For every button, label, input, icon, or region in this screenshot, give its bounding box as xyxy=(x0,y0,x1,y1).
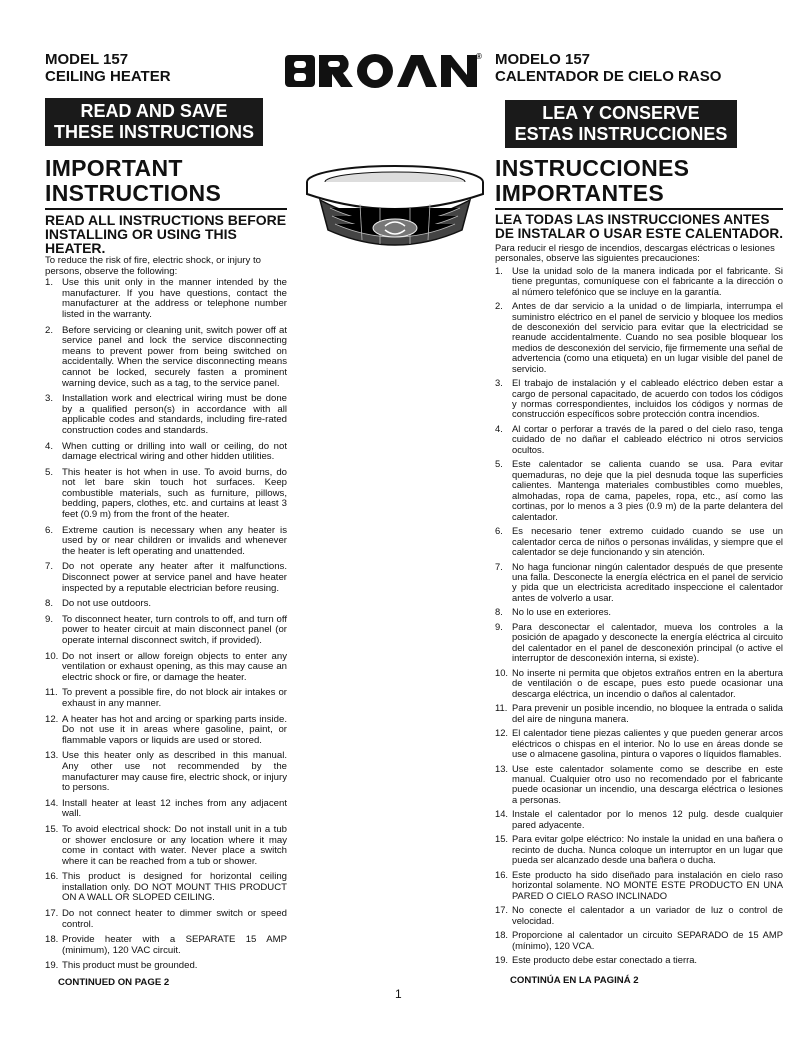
list-item xyxy=(45,442,287,463)
list-item xyxy=(495,668,783,699)
list-item-text: El calentador tiene piezas calientes y que pueden generar arcos eléctricos o chispas en el interior. No lo use en áreas donde se use o almacene gasolina, pintura o vapores o líquidos flamables. xyxy=(512,727,783,759)
read-save-banner-es: LEA Y CONSERVE ESTAS INSTRUCCIONES xyxy=(505,100,737,148)
list-item xyxy=(45,825,287,867)
list-item xyxy=(45,562,287,594)
list-item-number: 2. xyxy=(495,300,503,312)
list-item-text: A heater has hot and arcing or sparking parts inside. Do not use it in areas where gasoline, paint, or flammable vapors or liquids are used or stored. xyxy=(62,713,287,746)
list-item-text: Install heater at least 12 inches from any adjacent wall. xyxy=(62,797,287,820)
list-item xyxy=(45,599,287,610)
list-item xyxy=(45,652,287,684)
list-item-number: 9. xyxy=(495,620,503,632)
list-item-number: 15. xyxy=(45,823,59,835)
list-item xyxy=(45,799,287,820)
list-item-number: 7. xyxy=(495,560,503,572)
list-item-text: No inserte ni permita que objetos extraños entren en la abertura de ventilación o de escape, pues esto puede ocasionar una descarga eléctrica, un incendio o daños al calentador. xyxy=(512,666,783,699)
list-item xyxy=(495,266,783,297)
registered-mark: ® xyxy=(476,52,482,61)
list-item xyxy=(45,615,287,647)
list-item-number: 14. xyxy=(495,808,509,820)
list-item-text: To avoid electrical shock: Do not install unit in a tub or shower enclosure or any location where it may come in contact with water. Never place a switch where it can be reached from a tub or shower. xyxy=(62,823,287,867)
list-item-text: Provide heater with a SEPARATE 15 AMP (minimum), 120 VAC circuit. xyxy=(62,934,287,956)
list-item xyxy=(495,607,783,617)
list-item-text: Instale el calentador por lo menos 12 pulg. desde cualquier pared adyacente. xyxy=(512,808,783,830)
list-item xyxy=(45,688,287,709)
list-item xyxy=(495,870,783,901)
safety-list-en xyxy=(45,278,287,972)
list-item-text: Before servicing or cleaning unit, switch power off at service panel and lock the service disconnecting means to prevent power from being switched on accidentally. When the service disconnecting means cannot be locked, securely fasten a prominent warning device, such as a tag, to the service panel. xyxy=(62,324,287,389)
list-item-number: 1. xyxy=(45,277,54,289)
list-item xyxy=(495,378,783,420)
list-item-text: Para desconectar el calentador, mueva los controles a la posición de apagado y desconecte la energía eléctrica al circuito del calentador en el panel de desconexión principal (o active el interruptor de desconexión interna, si existe). xyxy=(512,620,783,664)
list-item xyxy=(495,728,783,759)
list-item-text: Do not insert or allow foreign objects to enter any ventilation or exhaust opening, as this may cause an electric shock or fire, or damage the heater. xyxy=(62,650,287,683)
broan-logo xyxy=(283,49,483,91)
list-item-number: 10. xyxy=(495,666,509,678)
list-item-number: 8. xyxy=(495,606,503,618)
list-item-number: 12. xyxy=(495,727,509,739)
list-item-text: No haga funcionar ningún calentador después de que presente una falla. Desconecte la energía eléctrica en el panel de servicio y pida que un electricista acreditado inspeccione el calentador antes de volverlo a usar. xyxy=(512,560,783,603)
list-item-text: Es necesario tener extremo cuidado cuando se use un calentador cerca de niños o personas inválidas, y siempre que el calentador se deje funcionando y sin atención. xyxy=(512,525,783,557)
list-item xyxy=(45,872,287,904)
list-item-text: This heater is hot when in use. To avoid burns, do not let bare skin touch hot surfaces. Keep combustible materials, such as furniture, pillows, bedding, papers, clothes, etc. and curtains at least 3 feet (0.9 m) from the front of the heater. xyxy=(62,466,287,521)
list-item-number: 15. xyxy=(495,833,509,845)
list-item-number: 19. xyxy=(495,954,509,966)
list-item xyxy=(45,935,287,956)
model-heading-es: MODELO 157 CALENTADOR DE CIELO RASO xyxy=(495,51,722,85)
continued-footer-es: CONTINÚA EN LA PAGINÁ 2 xyxy=(510,975,639,986)
model-heading-en: MODEL 157 CEILING HEATER xyxy=(45,51,171,85)
list-item xyxy=(495,703,783,724)
list-item xyxy=(495,809,783,830)
page-number: 1 xyxy=(395,987,402,1001)
list-item xyxy=(45,394,287,436)
list-item xyxy=(495,622,783,664)
list-item-text: Antes de dar servicio a la unidad o de limpiarla, interrumpa el suministro eléctrico en el panel de servicio y bloquee los medios de desconexión del servicio para evitar que la electricidad se reanude accidentalmente. Cuando no sea posible bloquear los medios de desconexión del servicio, fije firmemente una señal de advertencia (como una etiqueta) en un lugar visible del panel de servicio. xyxy=(512,300,783,374)
safety-intro: To reduce the risk of fire, electric shock, or injury to persons, observe the following: xyxy=(45,255,261,277)
list-item-text: Do not use outdoors. xyxy=(62,598,152,610)
list-item-text: Para evitar golpe eléctrico: No instale la unidad en una bañera o recinto de ducha. Nunca coloque un interruptor en un lugar que pueda ser alcanzado desde una bañera o ducha. xyxy=(512,833,783,866)
list-item-text: To disconnect heater, turn controls to off, and turn off power to heater circuit at main disconnect panel (or operate internal disconnect switch, if provided). xyxy=(62,613,287,646)
list-item-text: No conecte el calentador a un variador de luz o control de velocidad. xyxy=(512,904,783,926)
list-item xyxy=(45,526,287,558)
list-item-number: 13. xyxy=(495,762,509,774)
list-item xyxy=(495,562,783,604)
list-item-number: 9. xyxy=(45,613,54,625)
list-item xyxy=(495,930,783,951)
list-item-number: 7. xyxy=(45,561,54,573)
list-item-number: 17. xyxy=(45,908,59,920)
read-save-banner-en: READ AND SAVE THESE INSTRUCTIONS xyxy=(45,98,263,146)
list-item-text: El trabajo de instalación y el cableado eléctrico deben estar a cargo de personal capacitado, de acuerdo con todos los códigos y normas correspondientes, incluidos los códigos y normas de construcción específicos sobre protección contra incendios. xyxy=(512,377,783,420)
list-item xyxy=(45,715,287,747)
list-item-number: 2. xyxy=(45,324,54,336)
list-item-text: Este calentador se calienta cuando se usa. Para evitar quemaduras, no deje que la piel desnuda toque las superficies calientes. Mantenga materiales combustibles como muebles, almohadas, ropa de cama, papeles, ropa, etc., así como las cortinas, por lo menos a 3 pies (0.9 m) de la parte delantera del calentador. xyxy=(512,458,783,522)
list-item-number: 8. xyxy=(45,598,54,610)
list-item-number: 6. xyxy=(45,524,54,536)
column-english xyxy=(45,156,287,977)
list-item-text: Do not operate any heater after it malfunctions. Disconnect power at service panel and have heater inspected by a reputable electrician before reusing. xyxy=(62,561,287,594)
list-item-text: Al cortar o perforar a través de la pared o del cielo raso, tenga cuidado de no dañar el cableado eléctrico ni otros servicios ocultos. xyxy=(512,423,783,455)
list-item-number: 3. xyxy=(495,377,503,389)
lea-todas-subheading: LEA TODAS LAS INSTRUCCIONES ANTES DE INSTALAR O USAR ESTE CALENTADOR. xyxy=(495,212,783,241)
list-item-text: Use este calentador solamente como se describe en este manual. Cualquier otro uso no recomendado por el fabricante puede ocasionar un incendio, una descarga eléctrica o lesiones a personas. xyxy=(512,762,783,805)
list-item-number: 6. xyxy=(495,525,503,537)
list-item-number: 16. xyxy=(495,868,509,880)
list-item xyxy=(495,905,783,926)
list-item-text: When cutting or drilling into wall or ceiling, do not damage electrical wiring and other hidden utilities. xyxy=(62,440,287,463)
instrucciones-importantes-title: INSTRUCCIONES IMPORTANTES xyxy=(495,155,690,206)
list-item-number: 17. xyxy=(495,904,509,916)
list-item xyxy=(495,424,783,455)
list-item-number: 3. xyxy=(45,393,54,405)
list-item-number: 18. xyxy=(45,934,59,946)
list-item-number: 5. xyxy=(45,466,54,478)
list-item-number: 18. xyxy=(495,929,509,941)
title-divider xyxy=(45,208,287,210)
read-all-subheading: READ ALL INSTRUCTIONS BEFORE INSTALLING OR USING THIS HEATER. xyxy=(45,212,287,256)
list-item-text: Este producto ha sido diseñado para instalación en cielo raso horizontal solamente. NO MONTE ESTE PRODUCTO EN UNA PARED O CIELO RASO INCLINADO xyxy=(512,868,783,901)
safety-list-es xyxy=(495,266,783,966)
list-item-number: 19. xyxy=(45,960,59,972)
list-item-text: Use this unit only in the manner intended by the manufacturer. If you have questions, contact the manufacturer at the address or telephone number listed in the warranty. xyxy=(62,277,287,320)
list-item-text: Use la unidad solo de la manera indicada por el fabricante. Si tiene preguntas, comuníquese con el fabricante a la dirección o al número telefónico que se incluye en la garantía. xyxy=(512,264,783,297)
list-item-text: Proporcione al calentador un circuito SEPARADO de 15 AMP (mínimo), 120 VCA. xyxy=(512,929,783,951)
list-item-text: Este producto debe estar conectado a tierra. xyxy=(512,954,698,966)
list-item-number: 10. xyxy=(45,650,59,662)
list-item-text: Para prevenir un posible incendio, no bloquee la entrada o salida del aire de ninguna manera. xyxy=(512,702,783,724)
safety-intro-es: Para reducir el riesgo de incendios, descargas eléctricas o lesiones personales, observe las siguientes precauciones: xyxy=(495,242,775,264)
list-item-number: 14. xyxy=(45,797,59,809)
list-item xyxy=(495,764,783,806)
list-item-number: 4. xyxy=(495,423,503,435)
title-divider-es xyxy=(495,208,783,210)
ceiling-heater-drawing xyxy=(300,160,490,255)
list-item-number: 12. xyxy=(45,713,59,725)
list-item-text: This product must be grounded. xyxy=(62,960,198,972)
list-item xyxy=(45,909,287,930)
list-item xyxy=(45,326,287,390)
list-item-number: 11. xyxy=(45,687,58,699)
important-instructions-title: IMPORTANT INSTRUCTIONS xyxy=(45,155,222,206)
list-item xyxy=(45,751,287,793)
list-item xyxy=(45,961,287,972)
list-item-number: 4. xyxy=(45,440,54,452)
list-item xyxy=(495,526,783,557)
list-item-text: Use this heater only as described in this manual. Any other use not recommended by the manufacturer may cause fire, electric shock, or injury to persons. xyxy=(62,750,287,794)
list-item-text: No lo use en exteriores. xyxy=(512,606,612,618)
list-item-number: 11. xyxy=(495,702,508,714)
list-item xyxy=(495,955,783,965)
list-item-number: 5. xyxy=(495,458,503,470)
list-item xyxy=(495,459,783,521)
list-item-number: 16. xyxy=(45,871,59,883)
list-item-text: To prevent a possible fire, do not block air intakes or exhaust in any manner. xyxy=(62,687,287,709)
column-spanish xyxy=(495,156,783,970)
list-item xyxy=(495,301,783,374)
list-item xyxy=(45,468,287,521)
list-item xyxy=(495,834,783,865)
heater-illustration xyxy=(300,160,490,255)
broan-logo-mark xyxy=(283,49,483,91)
list-item-number: 1. xyxy=(495,264,503,276)
list-item-text: Extreme caution is necessary when any heater is used by or near children or invalids and whenever the heater is left operating and unattended. xyxy=(62,524,287,557)
continued-footer-en: CONTINUED ON PAGE 2 xyxy=(58,977,170,988)
list-item xyxy=(45,278,287,320)
list-item-text: Do not connect heater to dimmer switch or speed control. xyxy=(62,908,287,930)
list-item-number: 13. xyxy=(45,750,59,762)
list-item-text: This product is designed for horizontal ceiling installation only. DO NOT MOUNT THIS PRODUCT ON A WALL OR SLOPED CEILING. xyxy=(62,871,287,904)
list-item-text: Installation work and electrical wiring must be done by a qualified person(s) in accordance with all applicable codes and standards, including fire-rated construction codes and standards. xyxy=(62,393,287,436)
